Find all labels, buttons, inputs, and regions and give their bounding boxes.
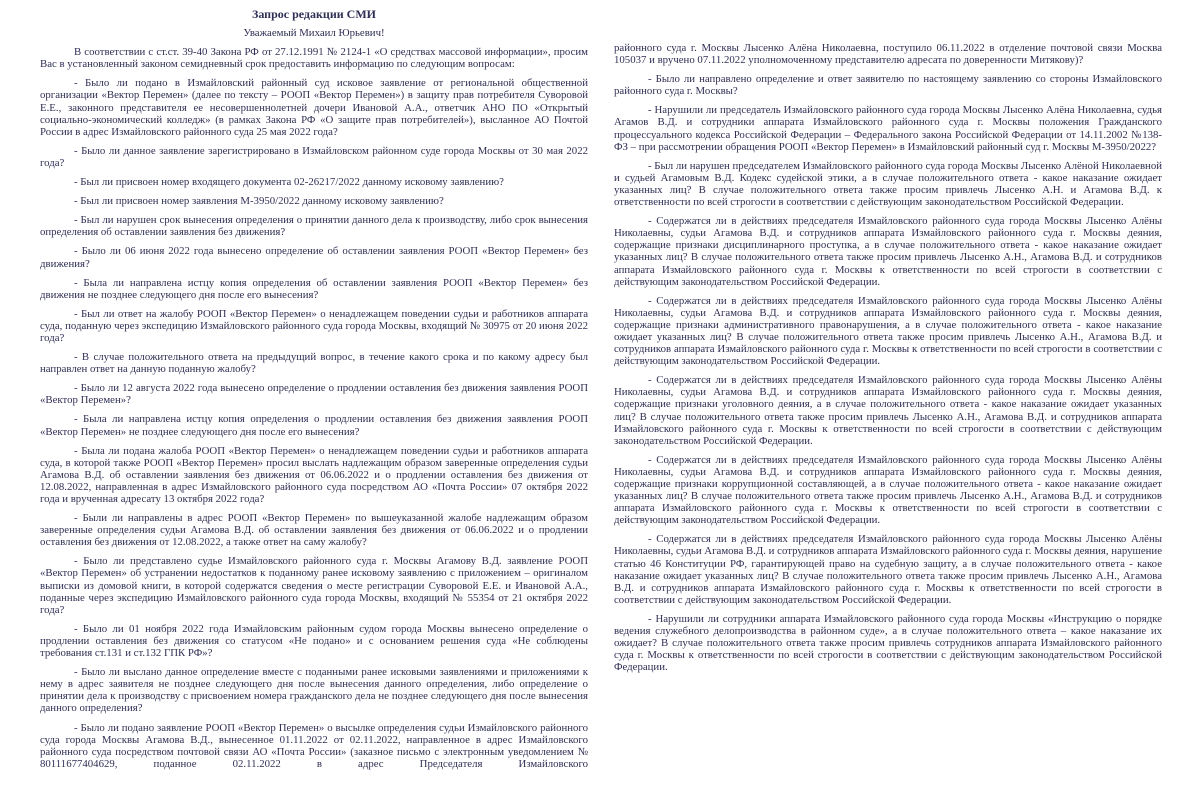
paragraph: районного суда г. Москвы Лысенко Алёна Николаевна, поступило 06.11.2022 в отделение почтовой связи Москва 105037 и вручено 07.11.2022 уполномоченному представителю адресата по доверенности Митякову)? [614,42,1162,67]
paragraph: В соответствии с ст.ст. 39-40 Закона РФ от 27.12.1991 № 2124-1 «О средствах массовой информации», просим Вас в установленный законом семидневный срок предоставить информацию по следующим вопросам: [40,46,588,71]
paragraph: - Содержатся ли в действиях председателя Измайловского районного суда города Москвы Лысенко Алёны Николаевны, судьи Агамова В.Д. и сотрудников аппарата Измайловского районного суда г. Москвы деяния, содержащие признаки уголовного деяния, а в случае положительного ответа - какое наказание ожидает указанных лиц? В случае положительного ответа также просим привлечь Лысенко А.Н., Агамова В.Д. и сотрудников аппарата Измайловского районного суда г. Москвы к ответственности по всей строгости в соответствии с действующим законодательством Российской Федерации. [614,374,1162,447]
paragraph: - Было ли представлено судье Измайловского районного суда г. Москвы Агамову В.Д. заявление РООП «Вектор Перемен» об устранении недостатков к поданному ранее исковому заявлению с приложением – оригиналом выписки из домовой книги, в которой содержатся сведения о месте регистрации Суворовой Е.Е. и Ивановой А.А., поданные через экспедицию Измайловского районного суда города Москвы, входящий № 55354 от 21 октября 2022 года? [40,555,588,616]
left-column [40,6,588,800]
paragraph: - Содержатся ли в действиях председателя Измайловского районного суда города Москвы Лысенко Алёны Николаевны, судьи Агамова В.Д. и сотрудников аппарата Измайловского районного суда г. Москвы деяния, содержащие признаки дисциплинарного проступка, а в случае положительного ответа - какое наказание ожидает указанных лиц? В случае положительного ответа также просим привлечь Лысенко А.Н., Агамова В.Д. и сотрудников аппарата Измайловского районного суда г. Москвы к ответственности по всей строгости в соответствии с действующим законодательством Российской Федерации. [614,215,1162,288]
paragraph: - Нарушили ли сотрудники аппарата Измайловского районного суда города Москвы «Инструкцию о порядке ведения служебного делопроизводства в районном суде», а в случае положительного ответа – какое наказание их ожидает? В случае положительного ответа также просим привлечь сотрудников аппарата Измайловского районного суда г. Москвы к ответственности по всей строгости в соответствии с действующим законодательством Российской Федерации. [614,612,1162,674]
left-paragraphs [40,46,588,770]
paragraph: - Было ли данное заявление зарегистрировано в Измайловском районном суде города Москвы от 30 мая 2022 года? [40,144,588,169]
paragraph: - Было ли 12 августа 2022 года вынесено определение о продлении оставления без движения заявления РООП «Вектор Перемен»? [40,382,588,407]
paragraph: - Было ли подано заявление РООП «Вектор Перемен» о высылке определения судьи Измайловского районного суда города Москвы Агамова В.Д., вынесенное 01.11.2022 от 02.11.2022, направленное в адрес Измайловского районного суда посредством почтовой связи АО «Почта России» (заказное письмо с электронным уведомлением № 80111677404629, поданное 02.11.2022 в адрес Председателя Измайловского [40,721,588,770]
paragraph: - Был ли нарушен председателем Измайловского районного суда города Москвы Лысенко Алёной Николаевной и судьей Агамовым В.Д. Кодекс судейской этики, а в случае положительного ответа - какое наказание ожидает указанных лиц? В случае положительного ответа также просим привлечь Лысенко А.Н. и Агамова В.Д. к ответственности по всей строгости в соответствии с действующим законодательством Российской Федерации. [614,159,1162,209]
paragraph: - Была ли направлена истцу копия определения об оставлении заявления РООП «Вектор Перемен» без движения не позднее следующего дня после его вынесения? [40,276,588,301]
page-title: Запрос редакции СМИ [252,7,376,21]
right-column [614,6,1162,800]
paragraph: - Содержатся ли в действиях председателя Измайловского районного суда города Москвы Лысенко Алёны Николаевны, судьи Агамова В.Д. и сотрудников аппарата Измайловского районного суда г. Москвы деяния, содержащие признаки административного правонарушения, а в случае положительного ответа - какое наказание ожидает указанных лиц? В случае положительного ответа также просим привлечь Лысенко А.Н., Агамова В.Д. и сотрудников аппарата Измайловского районного суда г. Москвы к ответственности по всей строгости в соответствии с действующим законодательством Российской Федерации. [614,294,1162,368]
paragraph: - Были ли направлены в адрес РООП «Вектор Перемен» по вышеуказанной жалобе надлежащим образом заверенные определения судьи Агамова В.Д. об оставлении заявления без движения от 06.06.2022 и о продлении оставления без движения от 12.08.2022, а также ответ на саму жалобу? [40,512,588,549]
right-paragraphs [614,42,1162,673]
paragraph: - Была ли подана жалоба РООП «Вектор Перемен» о ненадлежащем поведении судьи и работников аппарата суда, в которой также РООП «Вектор Перемен» просил выслать надлежащим образом заверенные определения судьи Агамова В.Д. об оставлении заявления без движения от 06.06.2022 и о продлении оставления без движения от 12.08.2022, направленная в адрес Измайловского районного суда посредством АО «Почта России» 07 октября 2022 года и врученная адресату 13 октября 2022 года? [40,444,588,505]
paragraph: - Был ли нарушен срок вынесения определения о принятии данного дела к производству, либо срок вынесения определения об оставлении заявления без движения? [40,214,588,239]
paragraph: - Было ли подано в Измайловский районный суд исковое заявление от региональной общественной организации «Вектор Перемен» (далее по тексту – РООП «Вектор Перемен») в защиту прав потребителя Суворовой Е.Е., законного представителя ее несовершеннолетней дочери Ивановой А.А., ответчик АНО ПО «Открытый социально-экономический колледж» (в рамках Закона РФ «О защите прав потребителей»), высланное АО Почтой России в адрес Измайловского районного суда 25 мая 2022 года? [40,77,588,138]
paragraph: - Содержатся ли в действиях председателя Измайловского районного суда города Москвы Лысенко Алёны Николаевны, судьи Агамова В.Д. и сотрудников аппарата Измайловского районного суда г. Москвы деяния, содержащие признаки коррупционной составляющей, а в случае положительного ответа - какое наказание ожидает указанных лиц? В случае положительного ответа также просим привлечь Лысенко А.Н., Агамова В.Д. и сотрудников аппарата Измайловского районного суда г. Москвы к ответственности по всей строгости в соответствии с действующим законодательством Российской Федерации. [614,453,1162,527]
paragraph: - Было ли направлено определение и ответ заявителю по настоящему заявлению со стороны Измайловского районного суда г. Москвы? [614,73,1162,98]
salutation: Уважаемый Михаил Юрьевич! [243,27,385,40]
paragraph: - Было ли 01 ноября 2022 года Измайловским районным судом города Москвы вынесено определение о продлении оставления без движения со статусом «Не подано» и с основанием решения суда «Не соблюдены требования ст.131 и ст.132 ГПК РФ»? [40,622,588,660]
paragraph: - Был ли присвоен номер заявления М-3950/2022 данному исковому заявлению? [74,195,444,208]
paragraph: - Было ли выслано данное определение вместе с поданными ранее исковыми заявлениями и приложениями к нему в адрес заявителя не позднее следующего дня после вынесения данного определения, либо определение о принятии дела к производству с присвоением номера гражданского дела не позднее следующего дня после вынесения данного определения? [40,666,588,715]
paragraph: - Была ли направлена истцу копия определения о продлении оставления без движения заявления РООП «Вектор Перемен» не позднее следующего дня после его вынесения? [40,413,588,438]
paragraph: - Нарушили ли председатель Измайловского районного суда города Москвы Лысенко Алёна Николаевна, судья Агамов В.Д. и сотрудники аппарата Измайловского районного суда г. Москвы положения Гражданского процессуального кодекса Российской Федерации – Федерального закона Российской Федерации от 14.11.2002 №138-ФЗ – при рассмотрении обращения РООП «Вектор Перемен» в Измайловский районный суд г. Москвы М-3950/2022? [614,104,1162,153]
paragraph: - В случае положительного ответа на предыдущий вопрос, в течение какого срока и по какому адресу был направлен ответ на данную поданную жалобу? [40,351,588,376]
paragraph: - Было ли 06 июня 2022 года вынесено определение об оставлении заявления РООП «Вектор Перемен» без движения? [40,245,588,270]
paragraph: - Был ли ответ на жалобу РООП «Вектор Перемен» о ненадлежащем поведении судьи и работников аппарата суда, поданную через экспедицию Измайловского районного суда города Москвы, входящий № 30975 от 20 июня 2022 года? [40,307,588,344]
paragraph: - Был ли присвоен номер входящего документа 02-26217/2022 данному исковому заявлению? [74,176,504,189]
paragraph: - Содержатся ли в действиях председателя Измайловского районного суда города Москвы Лысенко Алёны Николаевны, судьи Агамова В.Д. и сотрудников аппарата Измайловского районного суда г. Москвы деяния, нарушение статью 46 Конституции РФ, гарантирующей право на судебную защиту, а в случае положительного ответа - какое наказание ожидает указанных лиц? В случае положительного ответа также просим привлечь Лысенко А.Н., Агамова В.Д. и сотрудников аппарата Измайловского районного суда г. Москвы к ответственности по всей строгости в соответствии с действующим законодательством Российской Федерации. [614,533,1162,606]
